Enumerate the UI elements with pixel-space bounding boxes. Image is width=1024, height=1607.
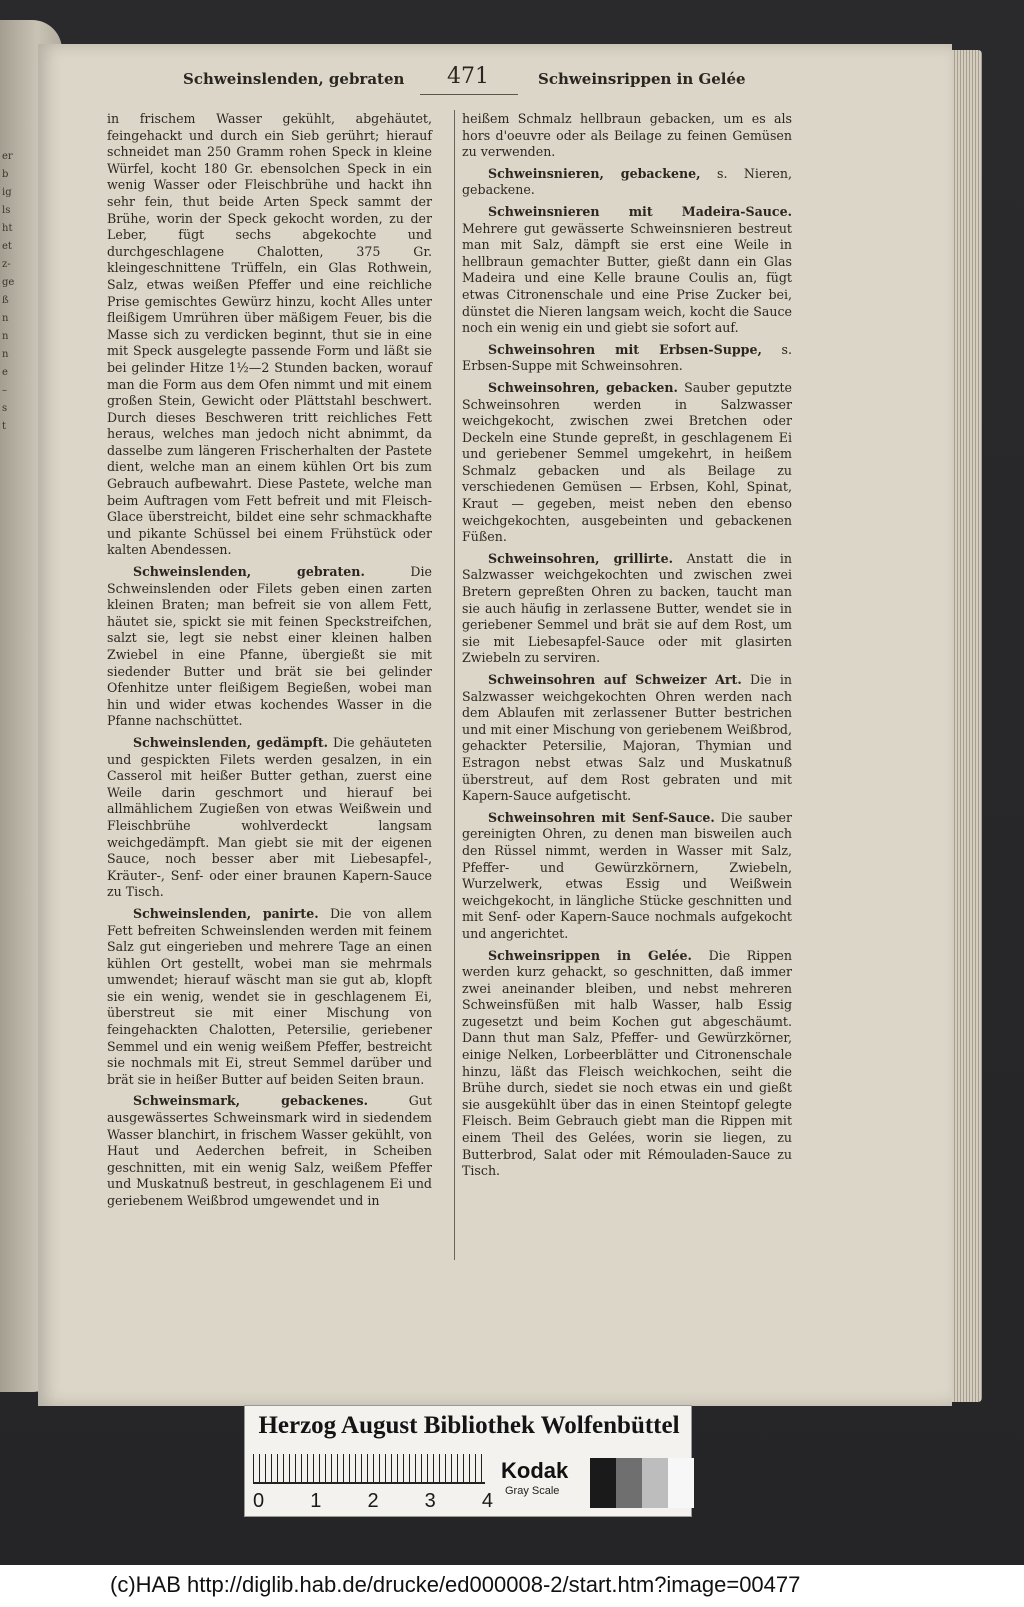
gray-swatch: [642, 1458, 668, 1508]
dictionary-entry: [107, 1093, 432, 1209]
entry-headword: Schweinsrippen in Gelée.: [488, 947, 692, 963]
entry-headword: Schweinsohren auf Schweizer Art.: [488, 672, 742, 687]
library-name: Herzog August Bibliothek Wolfenbüttel: [258, 1412, 680, 1439]
ruler-label: 1: [310, 1490, 322, 1512]
header-rule: [420, 94, 518, 95]
entry-text: heißem Schmalz hellbraun gebacken, um es als hors d'oeuvre oder als Beilage zu feinen Gemüsen zu verwenden.: [462, 111, 792, 160]
margin-fragment: –: [2, 385, 7, 396]
dictionary-entry: [462, 380, 792, 546]
margin-fragment: t: [2, 421, 7, 432]
margin-fragment: z-: [2, 259, 11, 270]
entry-headword: Schweinslenden, panirte.: [133, 905, 319, 921]
gray-scale-label: Gray Scale: [505, 1485, 560, 1497]
dictionary-entry: [462, 111, 792, 161]
entry-headword: Schweinsmark, gebackenes.: [133, 1093, 368, 1109]
entry-headword: Schweinsohren mit Senf-Sauce.: [488, 809, 715, 825]
page-number: 471: [447, 64, 489, 89]
gray-swatch: [668, 1458, 694, 1508]
entry-text: Gut ausgewässertes Schweinsmark wird in siedendem Wasser blanchirt, in frischem Wasser gekühlt, von Haut und Aederchen befreit, in Scheiben geschnitten, mit ein wenig Salz, weißem Pfeffer und Muskatnuß bestreut, in geschlagenem Ei und geriebenem Weißbrod umgewendet und in: [107, 1093, 432, 1208]
page-stack-edge: [952, 50, 982, 1402]
dictionary-entry: [462, 672, 792, 805]
margin-fragment: et: [2, 241, 12, 252]
margin-fragment: n: [2, 313, 9, 324]
ruler-labels: [253, 1490, 493, 1513]
margin-fragment: s: [2, 403, 8, 414]
entry-text: Die Schweinslenden oder Filets geben einen zarten kleinen Braten; man befreit sie von allem Fett, häutet sie, spickt sie mit feinen Speckstreifchen, salzt sie, legt sie nebst einer kleinen halben Zwiebel in eine Pfanne, übergießt sie mit siedender Butter und brät sie bei gelinder Ofenhitze unter fleißigem Begießen, wobei man hin und wider etwas kochendes Wasser in die Pfanne nachschüttet.: [107, 564, 432, 729]
margin-fragment: ig: [2, 187, 12, 198]
entry-text: Die in Salzwasser weichgekochten Ohren werden nach dem Ablaufen mit zerlassener Butter bestrichen und mit einer Mischung von geriebenem Weißbrod, gehackter Petersilie, Majoran, Thymian und Estragon nebst etwas Salz und Muskatnuß überstreut, auf dem Rost gebraten und mit Kapern-Sauce aufgetischt.: [462, 672, 792, 804]
running-title-right: Schweinsrippen in Gelée: [538, 70, 746, 88]
color-calibration-card: [244, 1405, 692, 1517]
dictionary-entry: [462, 342, 792, 375]
entry-headword: Schweinsnieren mit Madeira-Sauce.: [488, 203, 792, 219]
entry-headword: Schweinslenden, gedämpft.: [133, 734, 329, 750]
entry-headword: Schweinslenden, gebraten.: [133, 564, 365, 580]
kodak-logo: Kodak: [501, 1458, 569, 1483]
margin-fragment: n: [2, 349, 9, 360]
entry-headword: Schweinsohren, gebacken.: [488, 379, 678, 395]
entry-text: s. Erbsen-Suppe mit Schweinsohren.: [462, 341, 792, 374]
entry-text: s. Nieren, gebackene.: [462, 165, 792, 198]
ruler-label: 0: [253, 1490, 265, 1512]
dictionary-entry: [462, 551, 792, 667]
entry-text: Die von allem Fett befreiten Schweinslenden werden mit feinem Salz gut eingerieben und mehrere Tage an einen kühlen Ort gestellt, wobei man sie mehrmals umwendet; hierauf wäscht man sie gut ab, klopft sie ein wenig, wendet sie in geschlagenem Ei, überstreut sie mit einer Mischung von feingehackten Chalotten, Petersilie, geriebener Semmel und ein wenig weißem Pfeffer, bestreicht sie nochmals mit Ei, streut Semmel darüber und brät sie in heißer Butter auf beiden Seiten braun.: [107, 905, 432, 1087]
ruler-label: 3: [424, 1490, 436, 1512]
dictionary-entry: [107, 564, 432, 730]
gray-swatch: [590, 1458, 616, 1508]
entry-text: Anstatt die in Salzwasser weichgekochten und zwischen zwei Bretern gepreßten Ohren zu backen, taucht man sie auch häufig in zerlassene Butter, wendet sie in geriebener Semmel und brät sie auf dem Rost, um sie mit Liebesapfel-Sauce oder mit glasirten Zwiebeln zu serviren.: [462, 550, 792, 666]
margin-fragment: n: [2, 331, 9, 342]
ruler-label: 4: [481, 1490, 493, 1512]
running-title-left: Schweinslenden, gebraten: [183, 70, 405, 88]
footer-credit: (c)HAB http://diglib.hab.de/drucke/ed000008-2/start.htm?image=00477: [110, 1572, 801, 1597]
margin-fragment: e: [2, 367, 8, 378]
dictionary-entry: [462, 166, 792, 199]
entry-headword: Schweinsohren, grillirte.: [488, 550, 673, 566]
text-column-left: [107, 111, 432, 1215]
centimeter-ruler: [253, 1454, 485, 1484]
dictionary-entry: [462, 810, 792, 943]
column-divider: [454, 110, 455, 1260]
dictionary-entry: [462, 948, 792, 1180]
entry-text: Die sauber gereinigten Ohren, zu denen man bisweilen auch den Rüssel nimmt, werden in Wasser mit Salz, Pfeffer- und Gewürzkörnern, Zwiebeln, Wurzelwerk, etwas Essig und Weißwein weichgekocht, in längliche Stücke geschnitten und mit Senf- oder Kapern-Sauce nochmals aufgekocht und angerichtet.: [462, 809, 792, 941]
entry-text: Mehrere gut gewässerte Schweinsnieren bestreut man mit Salz, dämpft sie erst eine Weile in hellbraun gemachter Butter, gießt dann ein Glas Madeira und eine Kelle braune Coulis an, fügt etwas Citronenschale und eine Prise Zucker bei, dünstet die Nieren langsam weich, kocht die Sauce noch ein wenig ein und giebt sie sofort auf.: [462, 220, 792, 336]
text-column-right: [462, 111, 792, 1185]
dictionary-entry: [107, 906, 432, 1089]
entry-text: Die gehäuteten und gespickten Filets werden gesalzen, in ein Casserol mit heißer Butter gethan, zuerst eine Weile darin geschmort und hierauf bei allmählichem Zugießen von etwas Weißwein und Fleischbrühe wohlverdeckt langsam weichgedämpft. Man giebt sie mit der eigenen Sauce, noch besser aber mit Liebesapfel-, Kräuter-, Senf- oder einer braunen Kapern-Sauce zu Tisch.: [107, 734, 432, 900]
dictionary-entry: [107, 735, 432, 901]
entry-text: in frischem Wasser gekühlt, abgehäutet, feingehackt und durch ein Sieb gerührt; hierauf schneidet man 250 Gramm rohen Speck in kleine Würfel, kocht 180 Gr. ebensolchen Speck in ein wenig Wasser oder Fleischbrühe und hackt ihn sehr fein, thut beide Arten Speck sammt der Brühe, worin der Speck gekocht worden, zu der Leber, fügt sechs abgekochte und durchgeschlagene Chalotten, 375 Gr. kleingeschnittene Trüffeln, ein Glas Rothwein, Salz, etwas weißen Pfeffer und eine reichliche Prise gemischtes Gewürz hinzu, kocht Alles unter fleißigem Umrühren über mäßigem Feuer, bis die Masse sich zu verdicken beginnt, thut sie in eine mit Speck ausgelegte passende Form und läßt sie bei gelinder Hitze 1½—2 Stunden backen, worauf man die Form aus dem Ofen nimmt und mit einem großen Stein, Gewicht oder Plättstahl beschwert. Durch dieses Beschweren tritt reichliches Fett heraus, welches man jedoch nicht abnimmt, da dasselbe zum längeren Frischerhalten der Pastete dient, welche man an einem kühlen Ort bis zum Gebrauch aufbewahrt. Diese Pastete, welche man beim Auftragen vom Fett befreit und mit Fleisch-Glace überstreicht, bildet eine sehr schmackhafte und pikante Schüssel bei einem Frühstück oder kalten Abendessen.: [107, 111, 432, 558]
entry-text: Sauber geputzte Schweinsohren werden in Salzwasser weichgekocht, zwischen zwei Bretchen oder Deckeln eine Stunde gepreßt, in geschlagenem Ei und geriebener Semmel umgekehrt, in heißem Schmalz gebacken und als Beilage zu verschiedenen Gemüsen — Erbsen, Kohl, Spinat, Kraut — gegeben, meist neben den ebenso weichgekochten, ausgebeinten und gebackenen Füßen.: [462, 379, 792, 545]
gray-swatches: [590, 1458, 694, 1508]
margin-fragment: b: [2, 169, 9, 180]
entry-text: Die Rippen werden kurz gehackt, so geschnitten, daß immer zwei aneinander bleiben, und nebst mehreren Schweinsfüßen mit halb Wasser, halb Essig zugesetzt und beim Kochen gut abgeschäumt. Dann thut man Salz, Pfeffer- und Gewürzkörner, einige Nelken, Lorbeerblätter und Citronenschale hinzu, läßt das Fleisch weichkochen, seiht die Brühe durch, siedet sie noch etwas ein und gießt sie ausgekühlt über das in einen Steintopf gelegte Fleisch. Beim Gebrauch giebt man die Rippen mit einem Theil des Gelées, worin sie liegen, zu Butterbrod, Salat oder mit Rémouladen-Sauce zu Tisch.: [462, 947, 792, 1179]
gray-swatch: [616, 1458, 642, 1508]
dictionary-entry: [462, 204, 792, 337]
entry-headword: Schweinsnieren, gebackene,: [488, 165, 701, 181]
dictionary-entry: [107, 111, 432, 559]
entry-headword: Schweinsohren mit Erbsen-Suppe,: [488, 341, 762, 357]
margin-fragment: ß: [2, 295, 9, 306]
margin-fragment: er: [2, 151, 13, 162]
margin-fragment: ht: [2, 223, 13, 234]
ruler-label: 2: [367, 1490, 379, 1512]
margin-fragment: ls: [2, 205, 11, 216]
margin-fragment: ge: [2, 277, 15, 288]
